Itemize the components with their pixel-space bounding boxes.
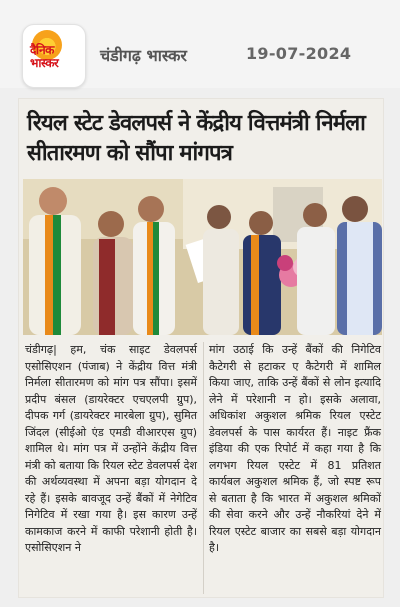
article-headline: रियल स्टेट डेवलपर्स ने केंद्रीय वित्तमंत्री निर्मला सीतारमण को सौंपा मांगपत्र	[27, 111, 366, 166]
press-photo	[23, 179, 382, 335]
dainik-bhaskar-logo[interactable]	[22, 24, 86, 88]
photo-illustration	[23, 179, 382, 335]
article-column-right	[209, 342, 381, 557]
article-text-left: चंडीगढ़| हम, चंक साइट डेवलपर्स एसोसिएशन (पंजाब) ने केंद्रीय वित्त मंत्री निर्मला सीतारमण को मांग पत्र सौंपा। इसमें प्रदीप बंसल (डायरेक्टर एचएलपी ग्रुप), दीपक गर्ग (डायरेक्टर मारबेला ग्रुप), सुमित जिंदल (सीईओ एंड एमडी वीआरएस ग्रुप) शामिल थे। मांग पत्र में उन्होंने केंद्रीय वित्त मंत्री को बताया कि रियल स्टेट डेवलपर्स देश की अर्थव्यवस्था में अपना बड़ा योगदान दे रहे हैं। इसके बावजूद उन्हें बैंकों में नेगेटिव निगेटिव में रखा गया है। इस कारण उन्हें कामकाज करने में काफी परेशानी होती है। एसोसिएशन ने	[25, 343, 197, 554]
article-text-right: मांग उठाई कि उन्हें बैंकों की निगेटिव कैटेगरी से हटाकर ए कैटेगरी में शामिल किया जाए, ताकि उन्हें बैंकों से लोन इत्यादि लेने में परेशानी न हो। इसके अलावा, अधिकांश अकुशल श्रमिक रियल एस्टेट डेवलपर्स के पास कार्यरत हैं। नाइट फ्रैंक इंडिया की एक रिपोर्ट में कहा गया है कि लगभग रियल एस्टेट में 81 प्रतिशत कार्यबल अकुशल श्रमिक हैं, जो स्पष्ट रूप से बताता है कि भारत में अकुशल श्रमिकों की सेवा करने और उन्हें नौकरियां देने में रियल एस्टेट बाजार का सबसे बड़ा योगदान है।	[209, 343, 381, 554]
column-divider	[203, 342, 204, 594]
edition-name: चंडीगढ़ भास्कर	[100, 46, 187, 65]
edition-date: 19-07-2024	[246, 44, 352, 63]
news-clipping	[18, 98, 384, 598]
top-bar	[0, 0, 400, 88]
article-body	[25, 342, 381, 597]
logo-mark	[28, 30, 80, 82]
article-column-left	[25, 342, 197, 557]
logo-text: दैनिक भास्कर	[30, 43, 59, 70]
